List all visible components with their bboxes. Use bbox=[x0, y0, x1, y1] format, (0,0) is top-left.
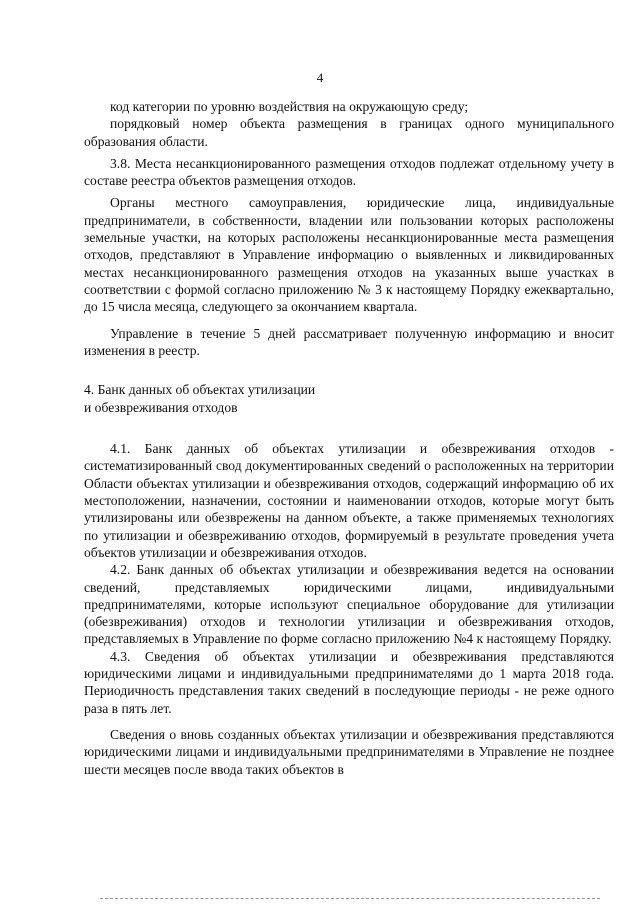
page-bottom-edge bbox=[100, 898, 600, 899]
paragraph: код категории по уровню воздействия на окружающую среду; bbox=[110, 99, 469, 114]
section-heading-line: 4. Банк данных об объектах утилизации bbox=[84, 382, 316, 398]
paragraph: 4.2. Банк данных об объектах утилизации и обезвреживания ведется на основании сведений, представляемых юридическими лицами, индивидуальными предпринимателями, которые используют специальное оборудование для утилизации (обезвреживания) отходов и технологии утилизации и обезвреживания отходов, представляемых в Управление по форме согласно приложению №4 к настоящему Порядку. bbox=[84, 562, 614, 647]
paragraph: Сведения о вновь созданных объектах утилизации и обезвреживания представляются юридическими лицами и индивидуальными предпринимателями в Управление не позднее шести месяцев после ввода таких объектов в bbox=[84, 726, 614, 777]
section-heading-line: и обезвреживания отходов bbox=[84, 399, 238, 415]
paragraph: 4.1. Банк данных об объектах утилизации и обезвреживания отходов - систематизированный свод документированных сведений о расположенных на территории Области объектах утилизации и обезвреживания отходов, содержащий информацию об их местоположении, назначении, состоянии и наименовании отходов, которые могут быть утилизированы или обезврежены на данном объекте, а также применяемых технологиях по утилизации и обезвреживанию отходов, формируемый в результате проведения учета объектов утилизации и обезвреживания отходов. bbox=[84, 441, 614, 560]
paragraph: Органы местного самоуправления, юридические лица, индивидуальные предприниматели, в собственности, владении или пользовании которых расположены земельные участки, на которых расположены несанкционированные места размещения отходов, представляют в Управление информацию о выявленных и ликвидированных местах несанкционированного размещения отходов на указанных выше участках в соответствии с формой согласно приложению № 3 к настоящему Порядку ежеквартально, до 15 числа месяца, следующего за окончанием квартала. bbox=[84, 195, 614, 315]
page-number: 4 bbox=[316, 70, 324, 85]
paragraph: порядковый номер объекта размещения в границах одного муниципального образования области. bbox=[84, 116, 614, 149]
paragraph: Управление в течение 5 дней рассматривает полученную информацию и вносит изменения в реестр. bbox=[84, 325, 614, 358]
document-body bbox=[84, 98, 614, 778]
paragraph: 4.3. Сведения об объектах утилизации и обезвреживания представляются юридическими лицами и индивидуальными предпринимателями до 1 марта 2018 года. Периодичность представления таких сведений в последующие периоды - не реже одного раза в пять лет. bbox=[84, 648, 614, 716]
section-heading bbox=[84, 381, 614, 416]
paragraph: 3.8. Места несанкционированного размещения отходов подлежат отдельному учету в составе реестра объектов размещения отходов. bbox=[84, 155, 614, 189]
